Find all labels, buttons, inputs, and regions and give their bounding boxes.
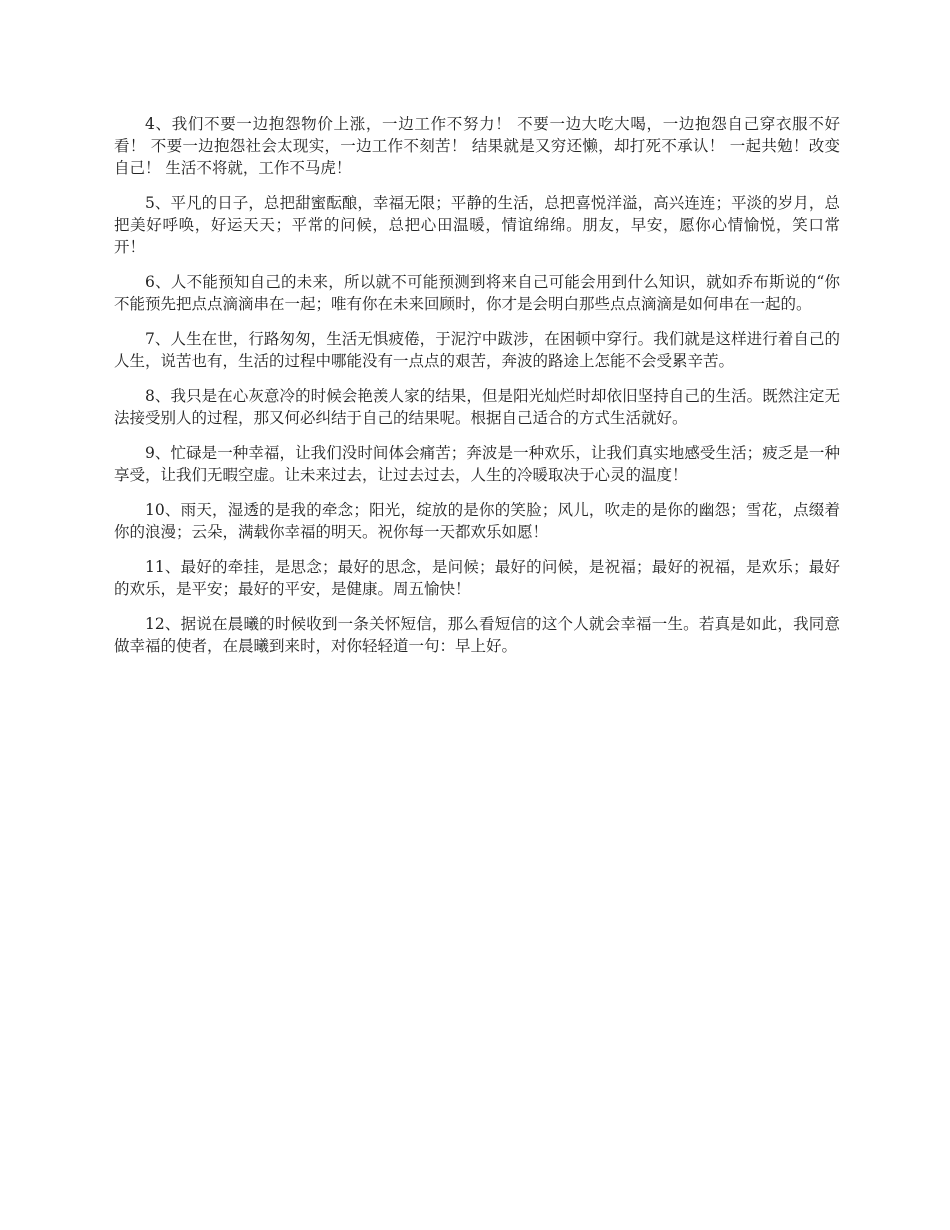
paragraph-9: 9、忙碌是一种幸福，让我们没时间体会痛苦；奔波是一种欢乐，让我们真实地感受生活；疲乏是一种享受，让我们无暇空虚。让未来过去，让过去过去，人生的冷暖取决于心灵的温度！	[114, 444, 840, 484]
paragraph-4: 4、我们不要一边抱怨物价上涨，一边工作不努力！ 不要一边大吃大喝，一边抱怨自己穿衣服不好看！ 不要一边抱怨社会太现实，一边工作不刻苦！ 结果就是又穷还懒，却打死不承认！ 一起共勉！改变自己！ 生活不将就，工作不马虎！	[114, 115, 840, 177]
paragraph-8: 8、我只是在心灰意冷的时候会艳羡人家的结果，但是阳光灿烂时却依旧坚持自己的生活。既然注定无法接受别人的过程，那又何必纠结于自己的结果呢。根据自己适合的方式生活就好。	[114, 387, 840, 427]
paragraph-11: 11、最好的牵挂，是思念；最好的思念，是问候；最好的问候，是祝福；最好的祝福，是欢乐；最好的欢乐，是平安；最好的平安，是健康。周五愉快！	[114, 558, 840, 598]
paragraph-5: 5、平凡的日子，总把甜蜜酝酿，幸福无限；平静的生活，总把喜悦洋溢，高兴连连；平淡的岁月，总把美好呼唤，好运天天；平常的问候，总把心田温暖，情谊绵绵。朋友，早安，愿你心情愉悦，笑口常开！	[114, 194, 840, 256]
paragraph-6: 6、人不能预知自己的未来，所以就不可能预测到将来自己可能会用到什么知识，就如乔布斯说的“你不能预先把点点滴滴串在一起；唯有你在未来回顾时，你才是会明白那些点点滴滴是如何串在一起的。	[114, 273, 840, 313]
paragraph-10: 10、雨天，湿透的是我的牵念；阳光，绽放的是你的笑脸；风儿，吹走的是你的幽怨；雪花，点缀着你的浪漫；云朵，满载你幸福的明天。祝你每一天都欢乐如愿！	[114, 501, 840, 541]
paragraph-12: 12、据说在晨曦的时候收到一条关怀短信，那么看短信的这个人就会幸福一生。若真是如此，我同意做幸福的使者，在晨曦到来时，对你轻轻道一句：早上好。	[114, 615, 840, 655]
document-body	[114, 113, 840, 670]
paragraph-7: 7、人生在世，行路匆匆，生活无惧疲倦，于泥泞中跋涉，在困顿中穿行。我们就是这样进行着自己的人生，说苦也有，生活的过程中哪能没有一点点的艰苦，奔波的路途上怎能不会受累辛苦。	[114, 330, 840, 370]
